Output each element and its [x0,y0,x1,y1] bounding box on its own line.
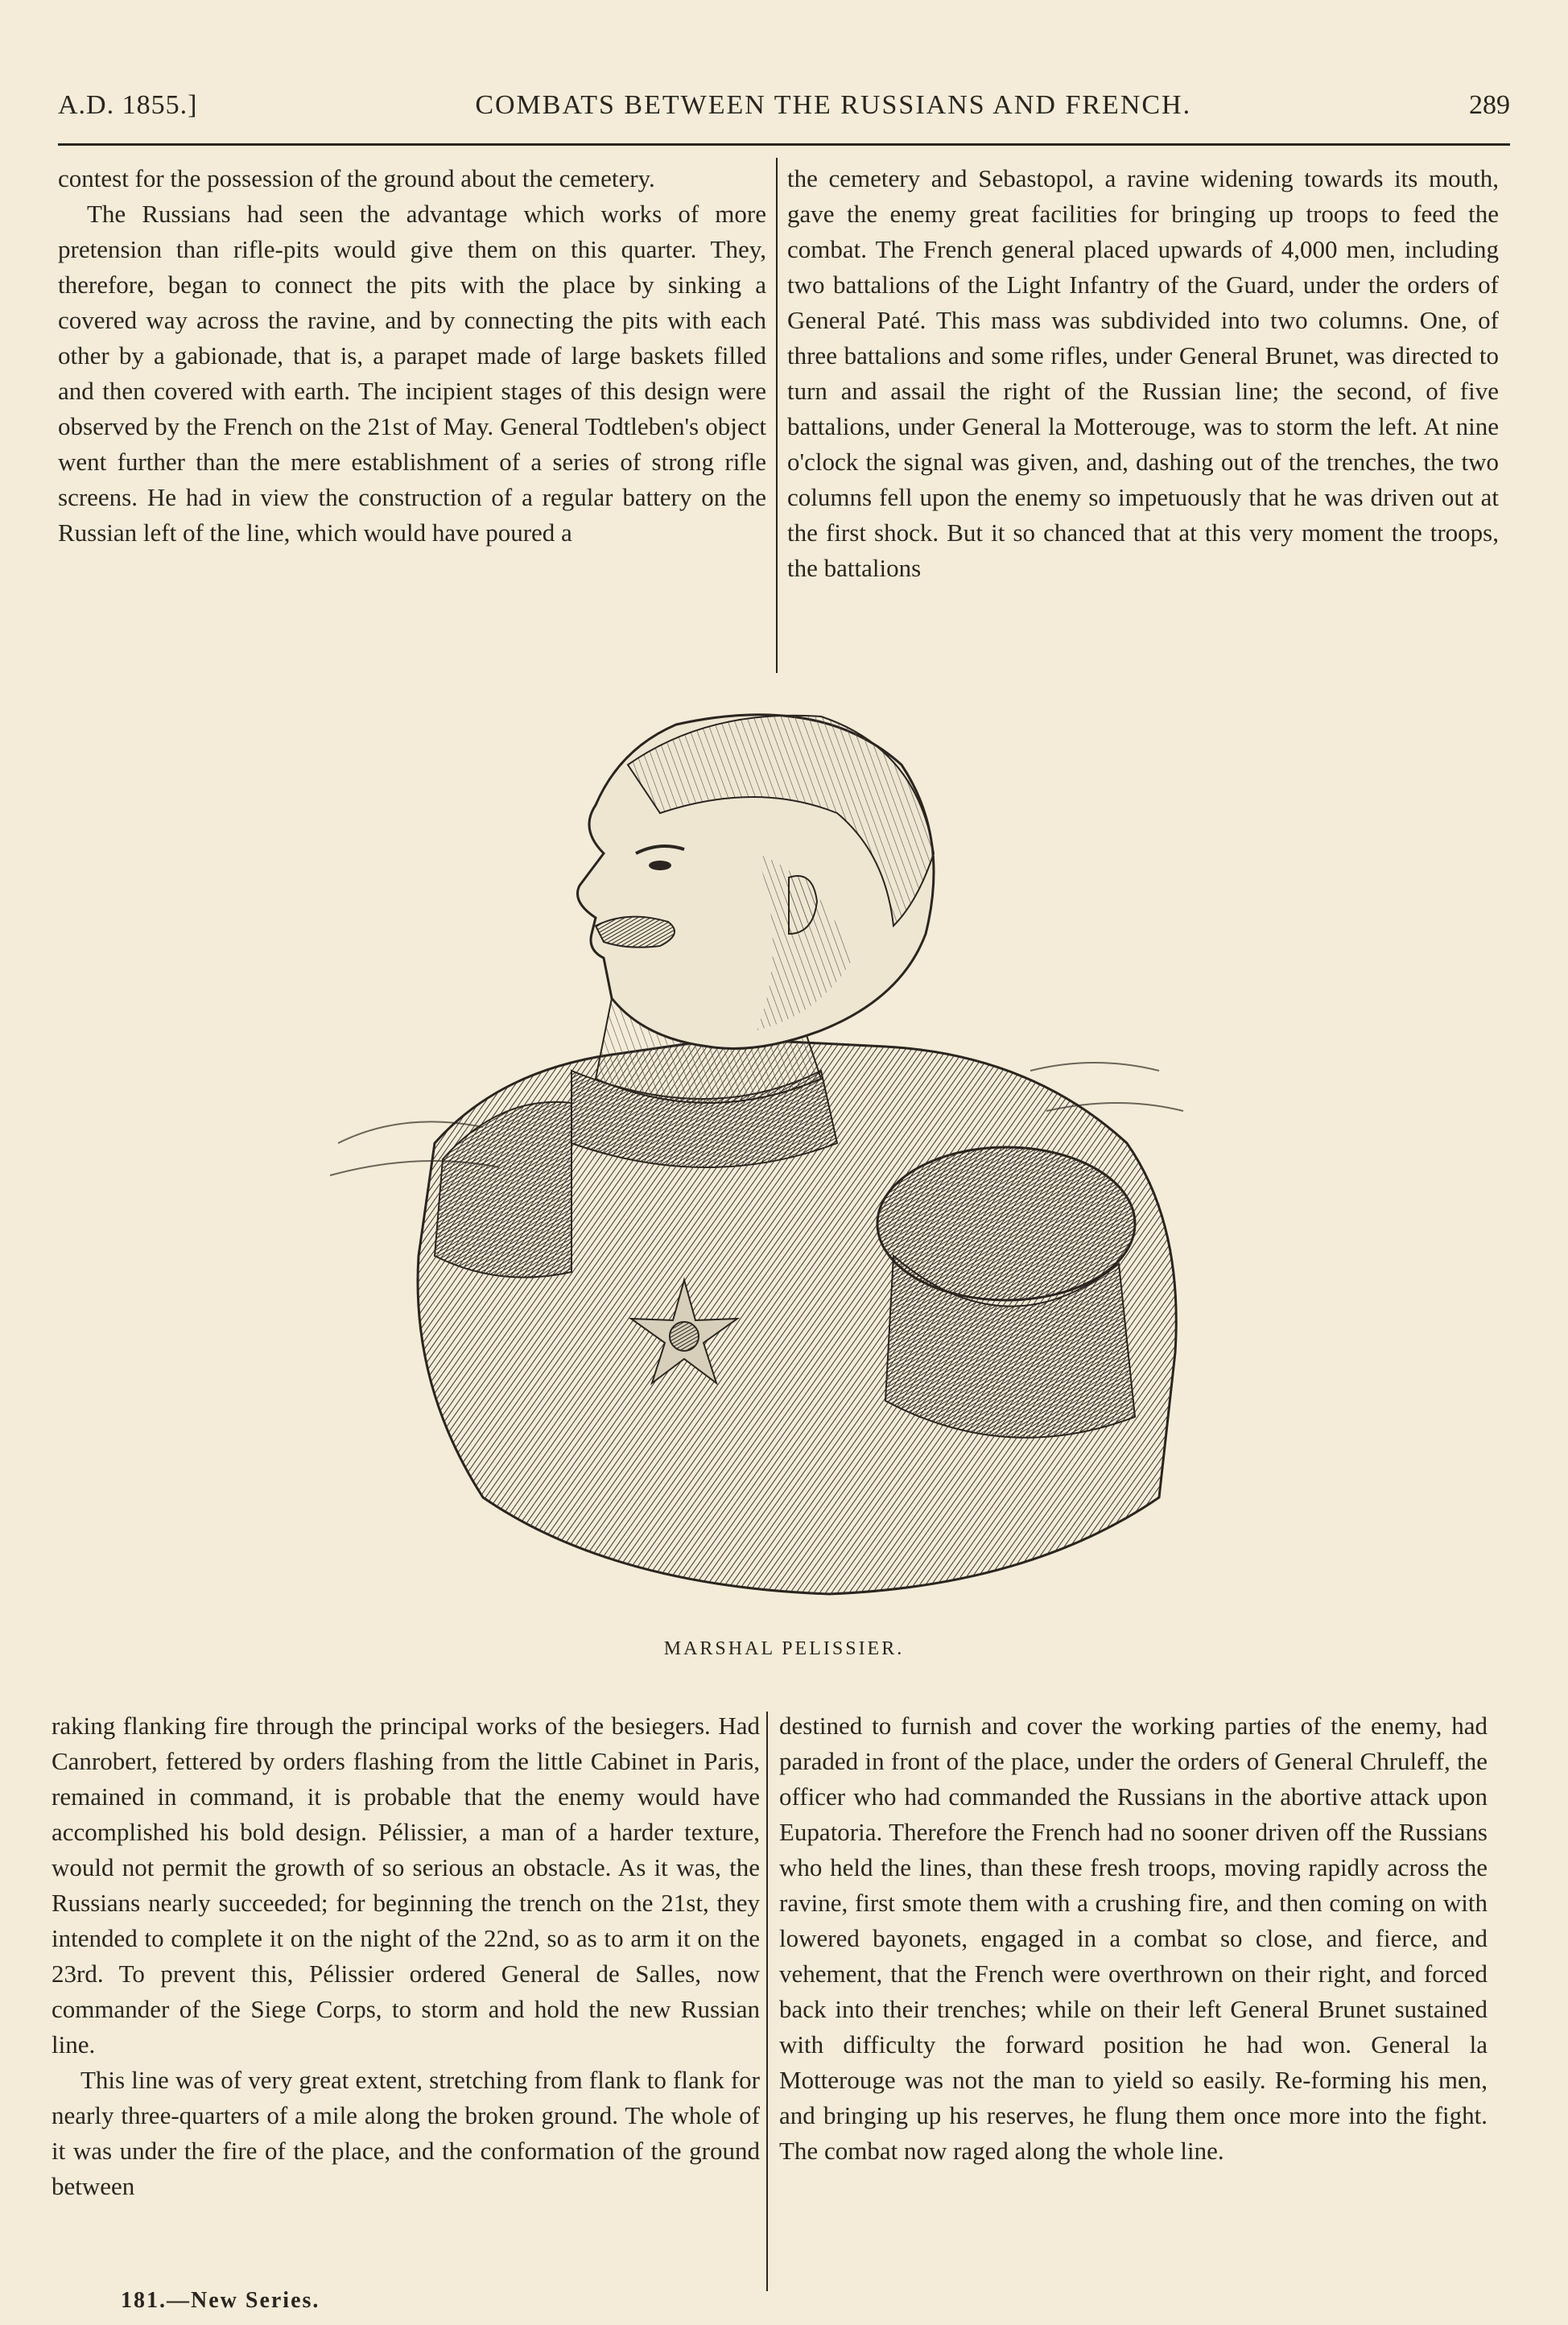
portrait-engraving [306,692,1256,1602]
running-header [58,90,1510,130]
paragraph: destined to furnish and cover the working parties of the enemy, had paraded in front of the place, under the orders of General Chruleff, the officer who had commanded the Russians in the abortive attack upon Eupatoria. Therefore the French had no sooner driven off the Russians who held the lines, than these fresh troops, moving rapidly across the ravine, first smote them with a crushing fire, and then coming on with lowered bayonets, engaged in a combat so close, and fierce, and vehement, that the French were overthrown on their right, and forced back into their trenches; while on their left General Brunet sustained with difficulty the forward position he had won. General la Motterouge was not the man to yield so easily. Re-forming his men, and bringing up his reserves, he flung them once more into the fight. The combat now raged along the whole line. [779,1712,1488,2165]
footer-series: 181.—New Series. [121,2288,320,2313]
header-title: COMBATS BETWEEN THE RUSSIANS AND FRENCH. [475,90,1192,120]
column-divider [776,158,778,673]
paragraph: raking flanking fire through the principal works of the besiegers. Had Canrobert, fettered by orders flashing from the little Cabinet in Paris, remained in command, it is probable that the enemy would have accomplished his bold design. Pélissier, a man of a harder texture, would not permit the growth of so serious an obstacle. As it was, the Russians nearly succeeded; for beginning the trench on the 21st, they intended to complete it on the night of the 22nd, so as to arm it on the 23rd. To prevent this, Pélissier ordered General de Salles, now commander of the Siege Corps, to storm and hold the new Russian line. [52,1712,760,2059]
column-bottom-right [779,1708,1488,2169]
paragraph: the cemetery and Sebastopol, a ravine widening towards its mouth, gave the enemy great facilities for bringing up troops to feed the combat. The French general placed upwards of 4,000 men, including two battalions of the Light Infantry of the Guard, under the orders of General Paté. This mass was subdivided into two columns. One, of three battalions and some rifles, under General Brunet, was directed to turn and assail the right of the Russian line; the second, of five battalions, under General la Motterouge, was to storm the left. At nine o'clock the signal was given, and, dashing out of the trenches, the two columns fell upon the enemy so impetuously that he was driven out at the first shock. But it so chanced that at this very moment the troops, the battalions [787,164,1499,582]
paragraph: This line was of very great extent, stretching from flank to flank for nearly three-quarters of a mile along the broken ground. The whole of it was under the fire of the place, and the conformation of the ground between [52,2066,760,2200]
paragraph: The Russians had seen the advantage which works of more pretension than rifle-pits would give them on this quarter. They, therefore, began to connect the pits with the place by sinking a covered way across the ravine, and by connecting the pits with each other by a gabionade, that is, a parapet made of large baskets filled and then covered with earth. The incipient stages of this design were observed by the French on the 21st of May. General Todtleben's object went further than the mere establishment of a series of strong rifle screens. He had in view the construction of a regular battery on the Russian left of the line, which would have poured a [58,200,766,547]
column-top-right [787,161,1499,586]
page-number: 289 [1468,90,1510,120]
column-divider [766,1712,768,2291]
column-top-left [58,161,766,551]
column-bottom-left [52,1708,760,2204]
header-date: A.D. 1855.] [58,90,198,120]
header-rule [58,143,1510,146]
paragraph: contest for the possession of the ground about the cemetery. [58,164,655,192]
portrait-caption: MARSHAL PELISSIER. [663,1638,905,1659]
